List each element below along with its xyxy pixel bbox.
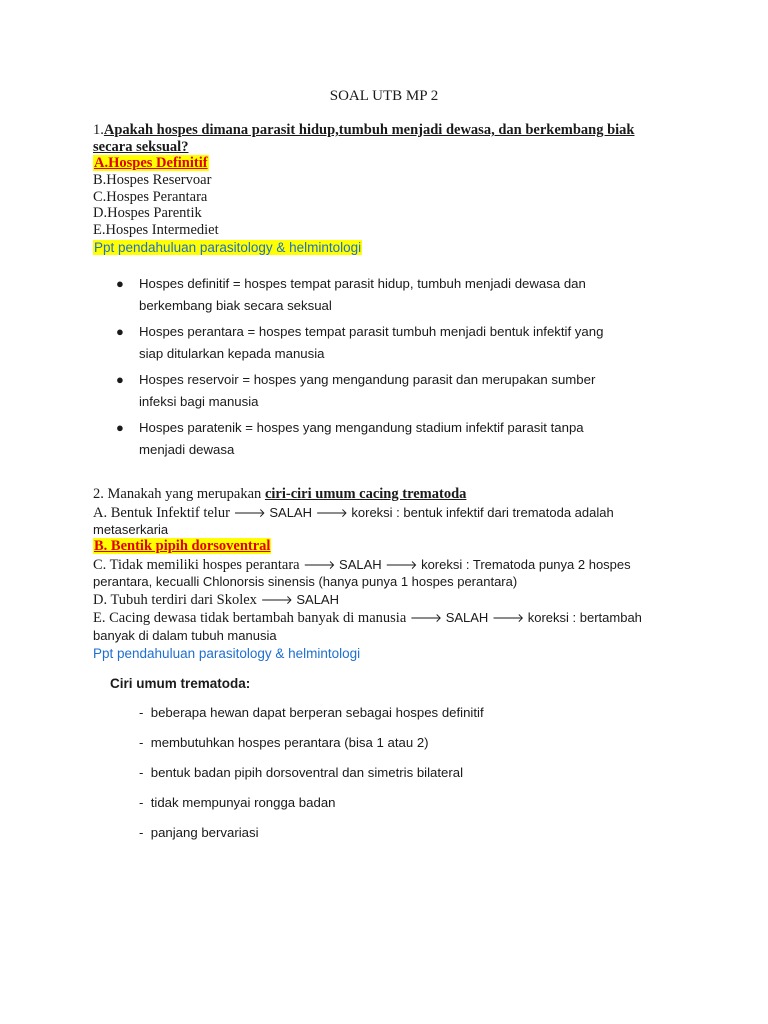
list-item: - beberapa hewan dapat berperan sebagai hospes definitif: [139, 705, 484, 720]
bullet-item: Hospes perantara = hospes tempat parasit tumbuh menjadi bentuk infektif yang siap ditularkan kepada manusia: [139, 324, 604, 361]
page-title: SOAL UTB MP 2: [329, 88, 439, 104]
answer-option-correct: A.Hospes Definitif: [94, 155, 208, 171]
answer-option: D.Hospes Parentik: [93, 205, 202, 221]
bullet-dot-icon: ●: [116, 276, 124, 291]
list-item: - bentuk badan pipih dorsoventral dan simetris bilateral: [139, 765, 464, 780]
arrow-right-icon: 🡒: [303, 558, 336, 572]
bullet-dot-icon: ●: [116, 420, 124, 435]
question-number: 1.: [93, 122, 104, 138]
arrow-right-icon: 🡒: [409, 611, 443, 625]
question-text-cont: secara seksual?: [93, 139, 189, 155]
question-2: 2. Manakah yang merupakan ciri-ciri umum cacing trematoda: [93, 486, 467, 502]
list-item: - panjang bervariasi: [139, 825, 259, 840]
arrow-right-icon: 🡒: [233, 506, 266, 520]
reference-note: Ppt pendahuluan parasitology & helmintologi: [93, 646, 361, 661]
question-text: Apakah hospes dimana parasit hidup,tumbuh menjadi dewasa, dan berkembang biak: [103, 122, 635, 138]
answer-option-e: E. Cacing dewasa tidak bertambah banyak di manusia 🡒 SALAH 🡒 koreksi : bertambah: [93, 610, 642, 626]
answer-option-a: A. Bentuk Infektif telur 🡒 SALAH 🡒 koreksi : bentuk infektif dari trematoda adalah: [93, 505, 614, 521]
arrow-right-icon: 🡒: [260, 593, 293, 607]
arrow-right-icon: 🡒: [385, 558, 418, 572]
answer-option: C.Hospes Perantara: [93, 189, 208, 205]
answer-option: B.Hospes Reservoar: [93, 172, 212, 188]
arrow-right-icon: 🡒: [315, 506, 348, 520]
bullet-dot-icon: ●: [116, 324, 124, 339]
list-item: - tidak mempunyai rongga badan: [139, 795, 336, 810]
answer-option-a-cont: metaserkaria: [93, 522, 169, 537]
answer-option-c: C. Tidak memiliki hospes perantara 🡒 SALAH 🡒 koreksi : Trematoda punya 2 hospes: [93, 557, 631, 573]
list-item: - membutuhkan hospes perantara (bisa 1 atau 2): [139, 735, 429, 750]
reference-note: Ppt pendahuluan parasitology & helmintologi: [94, 240, 362, 255]
bullet-dot-icon: ●: [116, 372, 124, 387]
bullet-item: Hospes reservoir = hospes yang mengandung parasit dan merupakan sumber infeksi bagi manusia: [139, 372, 596, 409]
bullet-item: Hospes paratenik = hospes yang mengandung stadium infektif parasit tanpa menjadi dewasa: [139, 420, 584, 457]
answer-option: E.Hospes Intermediet: [93, 222, 219, 238]
answer-option-e-cont: banyak di dalam tubuh manusia: [93, 628, 277, 643]
answer-option-d: D. Tubuh terdiri dari Skolex 🡒 SALAH: [93, 592, 339, 608]
answer-option-c-cont: perantara, kecualli Chlonorsis sinensis (hanya punya 1 hospes perantara): [93, 574, 518, 589]
answer-option-correct: B. Bentik pipih dorsoventral: [94, 538, 271, 554]
bullet-item: Hospes definitif = hospes tempat parasit hidup, tumbuh menjadi dewasa dan berkembang biak secara seksual: [139, 276, 586, 313]
section-heading: Ciri umum trematoda:: [110, 676, 251, 691]
question-1: [93, 122, 635, 139]
arrow-right-icon: 🡒: [491, 611, 525, 625]
